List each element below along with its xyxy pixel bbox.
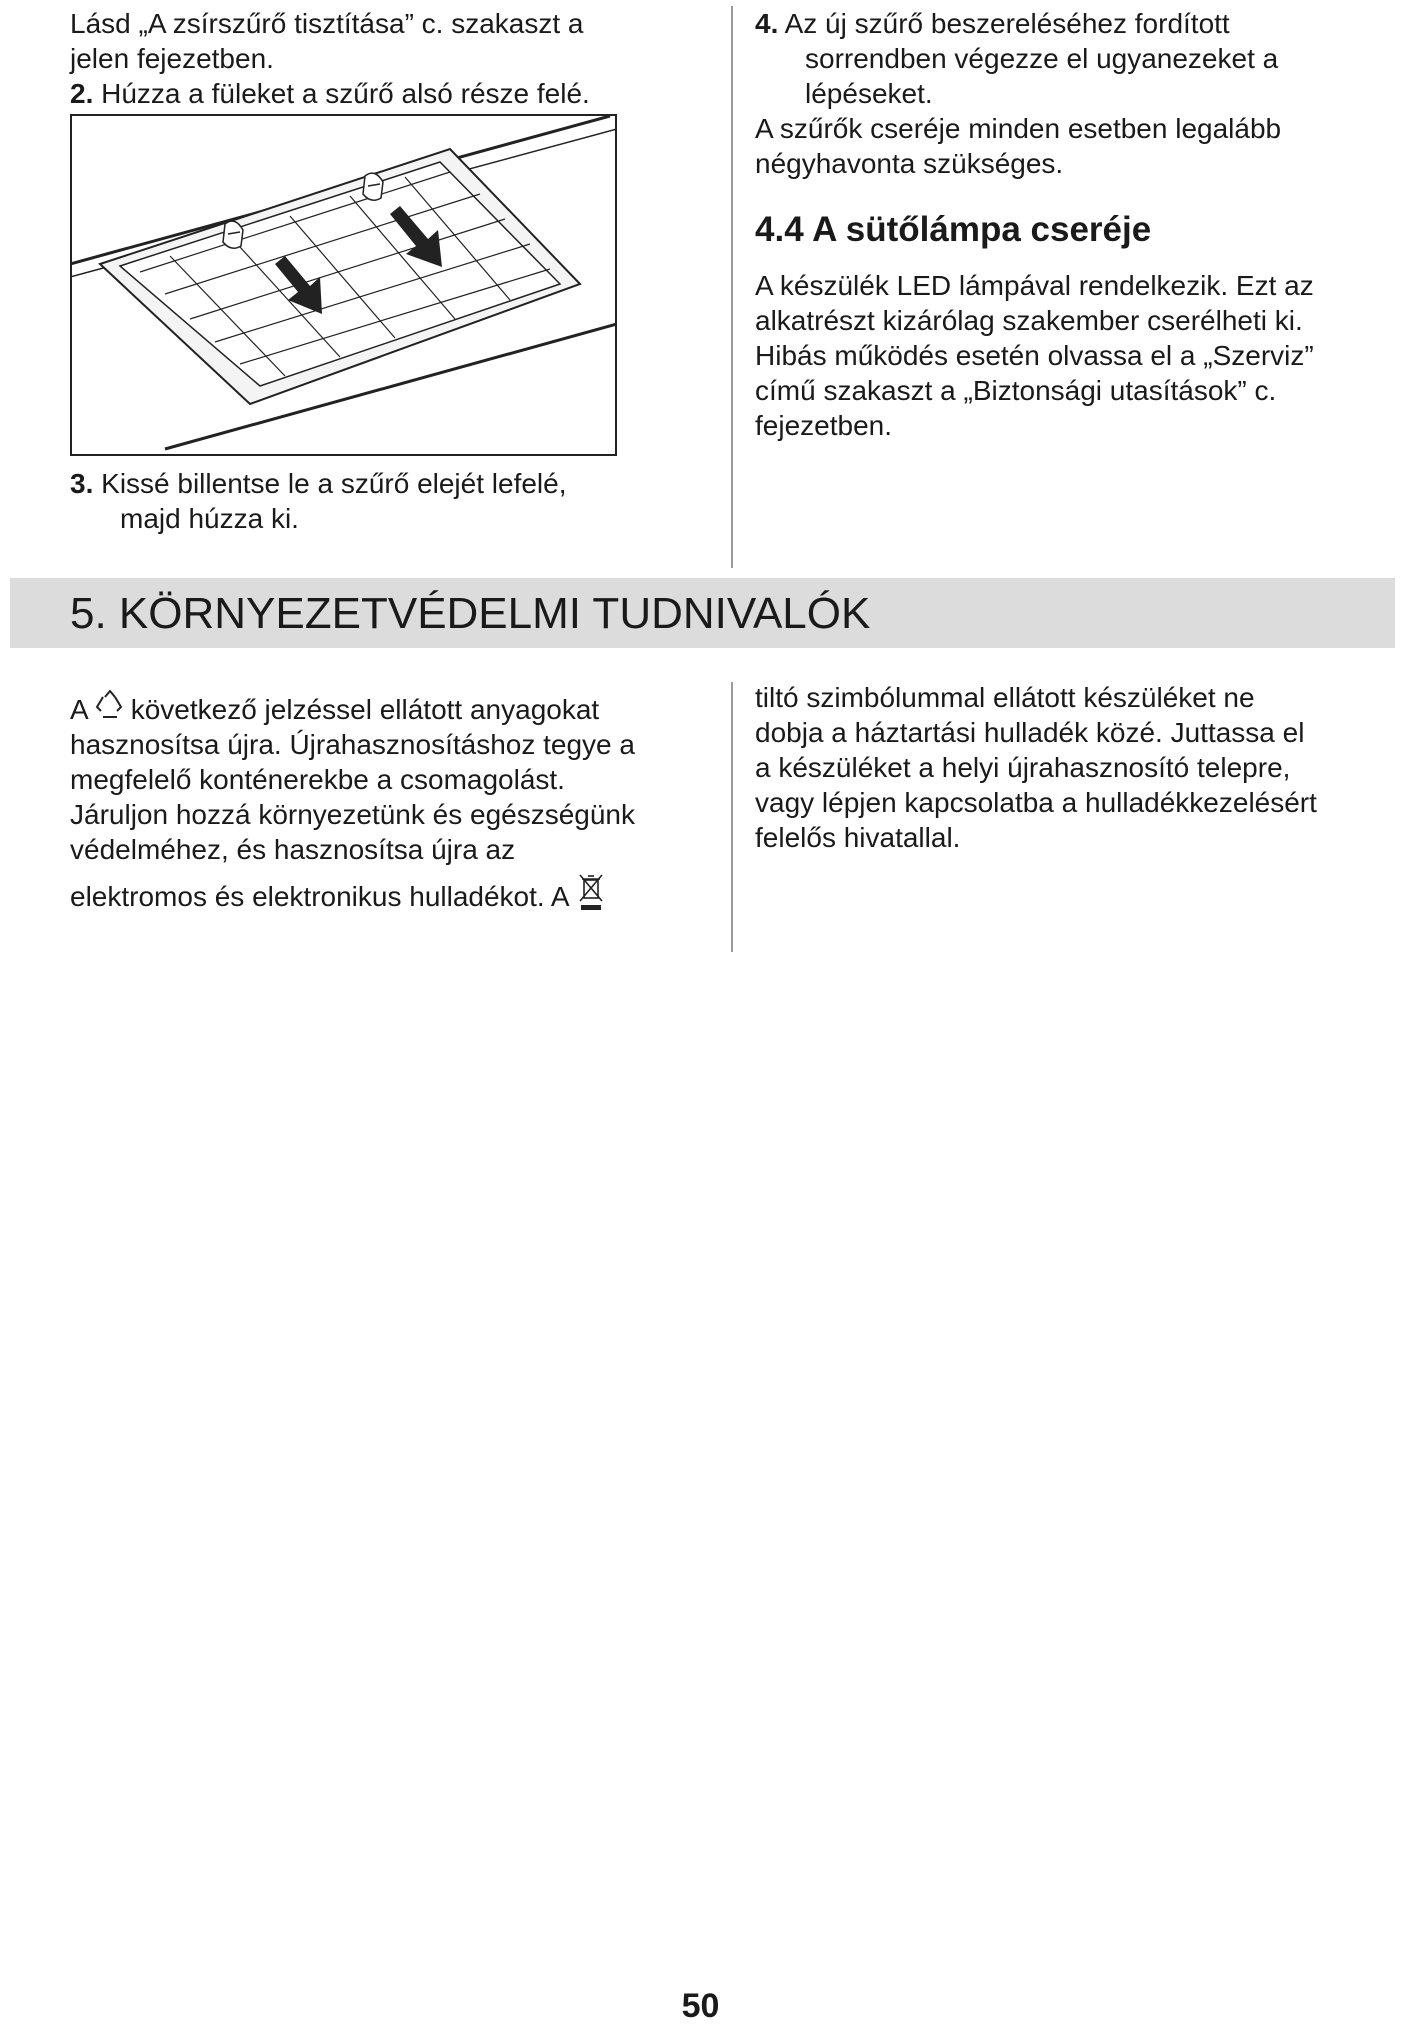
step-number: 2. xyxy=(70,78,94,109)
page-number: 50 xyxy=(681,1987,720,2025)
step-text: majd húzza ki. xyxy=(120,503,299,534)
column-divider xyxy=(731,682,733,952)
env-text: tiltó szimbólummal ellátott készüléket ne xyxy=(755,682,1255,713)
step-text: Kissé billentse le a szűrő elejét lefelé, xyxy=(101,468,567,499)
step-3 xyxy=(70,466,710,536)
filter-removal-illustration xyxy=(70,114,617,456)
env-right-text xyxy=(755,680,1395,855)
right-top-text xyxy=(755,6,1395,181)
column-divider xyxy=(731,6,733,568)
lamp-line: A készülék LED lámpával rendelkezik. Ezt az xyxy=(755,270,1314,301)
filter-illustration-svg xyxy=(70,114,617,456)
recycle-icon xyxy=(93,689,127,723)
lamp-line: fejezetben. xyxy=(755,410,892,441)
lamp-line: című szakaszt a „Biztonsági utasítások” c. xyxy=(755,375,1277,406)
env-text: következő jelzéssel ellátott anyagokat xyxy=(130,694,600,725)
step-number: 3. xyxy=(70,468,94,499)
env-text: Járuljon hozzá környezetünk és egészségünk xyxy=(70,799,636,830)
env-text: A xyxy=(70,694,88,725)
step-number: 4. xyxy=(755,8,779,39)
env-text: védelméhez, és hasznosítsa újra az xyxy=(70,834,516,865)
step-2 xyxy=(70,76,710,111)
env-text: elektromos és elektronikus hulladékot. A xyxy=(70,881,569,912)
left-top-text xyxy=(70,6,710,111)
section-heading: 4.4 A sütőlámpa cseréje xyxy=(755,210,1152,249)
step-text: lépéseket. xyxy=(805,78,933,109)
note-line: négyhavonta szükséges. xyxy=(755,148,1064,179)
crossed-bin-icon xyxy=(576,872,606,912)
step-text: Az új szűrő beszereléséhez fordított xyxy=(784,8,1230,39)
env-text: vagy lépjen kapcsolatba a hulladékkezelésért xyxy=(755,787,1317,818)
intro-line: jelen fejezetben. xyxy=(70,43,274,74)
env-text: megfelelő konténerekbe a csomagolást. xyxy=(70,764,565,795)
intro-line: Lásd „A zsírszűrő tisztítása” c. szakaszt a xyxy=(70,8,584,39)
lamp-text xyxy=(755,268,1395,443)
env-text: a készüléket a helyi újrahasznosító telepre, xyxy=(755,752,1291,783)
env-left-text xyxy=(70,692,720,914)
step-text: Húzza a füleket a szűrő alsó része felé. xyxy=(101,78,590,109)
lamp-line: alkatrészt kizárólag szakember cserélheti ki. xyxy=(755,305,1303,336)
step-text: sorrendben végezze el ugyanezeket a xyxy=(805,43,1279,74)
lamp-line: Hibás működés esetén olvassa el a „Szerviz” xyxy=(755,340,1314,371)
env-text: dobja a háztartási hulladék közé. Juttassa el xyxy=(755,717,1305,748)
note-line: A szűrők cseréje minden esetben legalább xyxy=(755,113,1282,144)
section-title: 5. KÖRNYEZETVÉDELMI TUDNIVALÓK xyxy=(70,589,871,638)
env-text: hasznosítsa újra. Újrahasznosításhoz tegye a xyxy=(70,729,635,760)
env-text: felelős hivatallal. xyxy=(755,822,961,853)
